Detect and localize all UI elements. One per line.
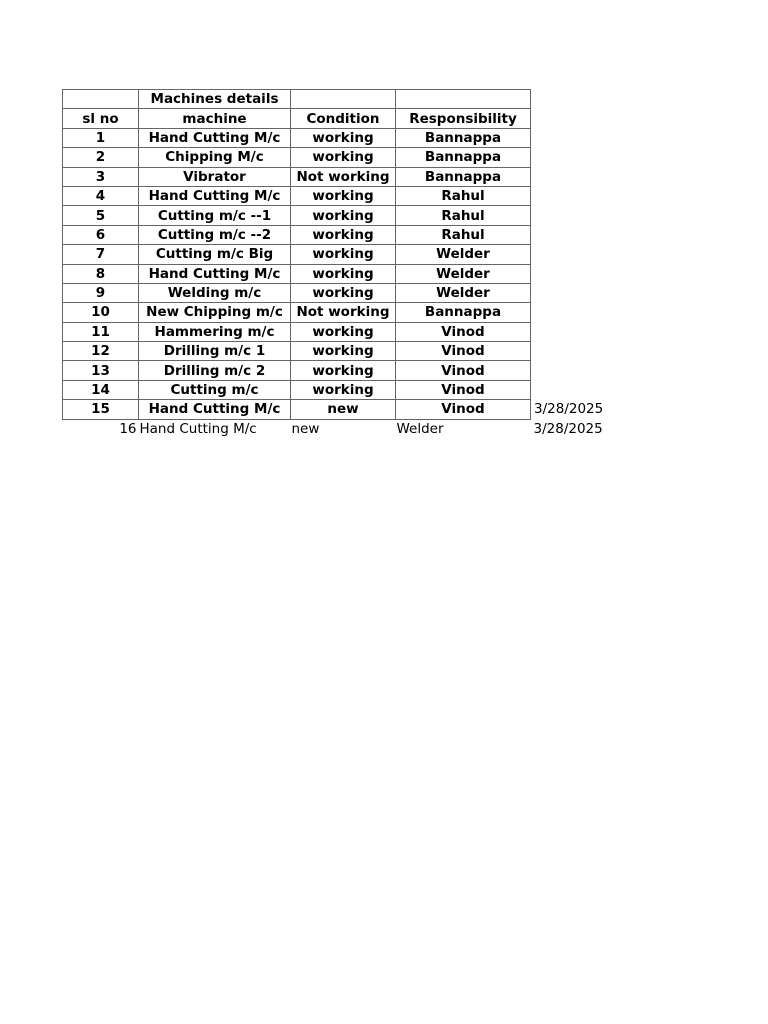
cell-condition[interactable]: new bbox=[291, 400, 396, 419]
cell-machine[interactable]: Drilling m/c 2 bbox=[139, 361, 291, 380]
cell-responsibility[interactable]: Bannappa bbox=[396, 128, 531, 147]
cell-responsibility[interactable]: Bannappa bbox=[396, 303, 531, 322]
cell-machine[interactable]: Cutting m/c --2 bbox=[139, 225, 291, 244]
cell-responsibility[interactable]: Welder bbox=[396, 420, 444, 437]
empty-cell[interactable] bbox=[531, 90, 631, 109]
table-row bbox=[63, 186, 631, 205]
cell-condition[interactable]: working bbox=[291, 148, 396, 167]
cell-sl-no[interactable]: 9 bbox=[63, 283, 139, 302]
cell-sl-no[interactable]: 7 bbox=[63, 245, 139, 264]
cell-machine[interactable]: Cutting m/c Big bbox=[139, 245, 291, 264]
cell-sl-no[interactable]: 15 bbox=[63, 400, 139, 419]
table-row bbox=[63, 283, 631, 302]
cell-sl-no[interactable]: 14 bbox=[63, 380, 139, 399]
header-responsibility[interactable]: Responsibility bbox=[396, 109, 531, 128]
cell-condition[interactable]: working bbox=[291, 245, 396, 264]
cell-machine[interactable]: Hand Cutting M/c bbox=[139, 420, 257, 437]
cell-responsibility[interactable]: Welder bbox=[396, 245, 531, 264]
cell-date[interactable] bbox=[531, 303, 631, 322]
cell-machine[interactable]: Hand Cutting M/c bbox=[139, 186, 291, 205]
cell-date[interactable] bbox=[531, 342, 631, 361]
cell-condition[interactable]: working bbox=[291, 361, 396, 380]
header-sl-no[interactable]: sl no bbox=[63, 109, 139, 128]
empty-cell[interactable] bbox=[531, 109, 631, 128]
table-body bbox=[63, 90, 631, 439]
machines-table bbox=[62, 89, 631, 438]
cell-condition[interactable]: working bbox=[291, 322, 396, 341]
cell-sl-no[interactable]: 5 bbox=[63, 206, 139, 225]
cell-condition[interactable]: working bbox=[291, 380, 396, 399]
table-row bbox=[63, 245, 631, 264]
cell-sl-no[interactable]: 11 bbox=[63, 322, 139, 341]
cell-responsibility[interactable]: Rahul bbox=[396, 225, 531, 244]
table-row bbox=[63, 128, 631, 147]
cell-sl-no[interactable]: 1 bbox=[63, 128, 139, 147]
table-row bbox=[63, 342, 631, 361]
cell-condition[interactable]: working bbox=[291, 342, 396, 361]
table-row bbox=[63, 206, 631, 225]
cell-sl-no[interactable]: 13 bbox=[63, 361, 139, 380]
cell-machine[interactable]: Drilling m/c 1 bbox=[139, 342, 291, 361]
title-blank-cell[interactable] bbox=[291, 90, 396, 109]
cell-responsibility[interactable]: Welder bbox=[396, 264, 531, 283]
cell-condition[interactable]: working bbox=[291, 225, 396, 244]
cell-condition[interactable]: new bbox=[291, 420, 320, 437]
table-row-unformatted bbox=[63, 419, 631, 438]
title-blank-cell[interactable] bbox=[396, 90, 531, 109]
cell-sl-no[interactable]: 6 bbox=[63, 225, 139, 244]
cell-responsibility[interactable]: Vinod bbox=[396, 342, 531, 361]
title-blank-cell[interactable] bbox=[63, 90, 139, 109]
cell-condition[interactable]: Not working bbox=[291, 303, 396, 322]
cell-date[interactable] bbox=[531, 283, 631, 302]
cell-date[interactable] bbox=[531, 361, 631, 380]
cell-condition[interactable]: Not working bbox=[291, 167, 396, 186]
cell-machine[interactable]: Hammering m/c bbox=[139, 322, 291, 341]
cell-machine[interactable]: Welding m/c bbox=[139, 283, 291, 302]
cell-sl-no[interactable]: 3 bbox=[63, 167, 139, 186]
cell-responsibility[interactable]: Vinod bbox=[396, 361, 531, 380]
cell-date[interactable] bbox=[531, 225, 631, 244]
cell-sl-no[interactable]: 10 bbox=[63, 303, 139, 322]
cell-condition[interactable]: working bbox=[291, 264, 396, 283]
cell-machine[interactable]: New Chipping m/c bbox=[139, 303, 291, 322]
cell-date[interactable] bbox=[531, 148, 631, 167]
cell-machine[interactable]: Cutting m/c --1 bbox=[139, 206, 291, 225]
cell-machine[interactable]: Chipping M/c bbox=[139, 148, 291, 167]
cell-sl-no[interactable]: 4 bbox=[63, 186, 139, 205]
header-condition[interactable]: Condition bbox=[291, 109, 396, 128]
cell-condition[interactable]: working bbox=[291, 283, 396, 302]
cell-responsibility[interactable]: Bannappa bbox=[396, 148, 531, 167]
cell-responsibility[interactable]: Vinod bbox=[396, 380, 531, 399]
table-row bbox=[63, 400, 631, 419]
cell-responsibility[interactable]: Vinod bbox=[396, 400, 531, 419]
table-row bbox=[63, 380, 631, 399]
cell-sl-no[interactable]: 16 bbox=[119, 420, 137, 437]
table-row bbox=[63, 303, 631, 322]
cell-machine[interactable]: Cutting m/c bbox=[139, 380, 291, 399]
cell-machine[interactable]: Hand Cutting M/c bbox=[139, 264, 291, 283]
table-row bbox=[63, 225, 631, 244]
table-row bbox=[63, 167, 631, 186]
table-title[interactable]: Machines details bbox=[139, 90, 291, 109]
table-row bbox=[63, 361, 631, 380]
cell-condition[interactable]: working bbox=[291, 186, 396, 205]
cell-responsibility[interactable]: Rahul bbox=[396, 186, 531, 205]
cell-machine[interactable]: Vibrator bbox=[139, 167, 291, 186]
cell-date[interactable] bbox=[531, 128, 631, 147]
table-row bbox=[63, 322, 631, 341]
cell-condition[interactable]: working bbox=[291, 128, 396, 147]
table-row bbox=[63, 264, 631, 283]
cell-date[interactable] bbox=[531, 206, 631, 225]
cell-date[interactable] bbox=[531, 186, 631, 205]
cell-condition[interactable]: working bbox=[291, 206, 396, 225]
header-row bbox=[63, 109, 631, 128]
cell-date[interactable]: 3/28/2025 bbox=[533, 420, 603, 437]
cell-sl-no[interactable]: 8 bbox=[63, 264, 139, 283]
header-machine[interactable]: machine bbox=[139, 109, 291, 128]
cell-date[interactable]: 3/28/2025 bbox=[534, 401, 604, 418]
title-row bbox=[63, 90, 631, 109]
cell-date[interactable] bbox=[531, 167, 631, 186]
cell-date[interactable] bbox=[531, 322, 631, 341]
cell-responsibility[interactable]: Vinod bbox=[396, 322, 531, 341]
cell-responsibility[interactable]: Bannappa bbox=[396, 167, 531, 186]
cell-date[interactable] bbox=[531, 245, 631, 264]
table-row bbox=[63, 148, 631, 167]
cell-sl-no[interactable]: 12 bbox=[63, 342, 139, 361]
cell-date[interactable] bbox=[531, 264, 631, 283]
cell-machine[interactable]: Hand Cutting M/c bbox=[139, 400, 291, 419]
cell-responsibility[interactable]: Welder bbox=[396, 283, 531, 302]
cell-responsibility[interactable]: Rahul bbox=[396, 206, 531, 225]
cell-sl-no[interactable]: 2 bbox=[63, 148, 139, 167]
cell-date[interactable] bbox=[531, 380, 631, 399]
cell-machine[interactable]: Hand Cutting M/c bbox=[139, 128, 291, 147]
